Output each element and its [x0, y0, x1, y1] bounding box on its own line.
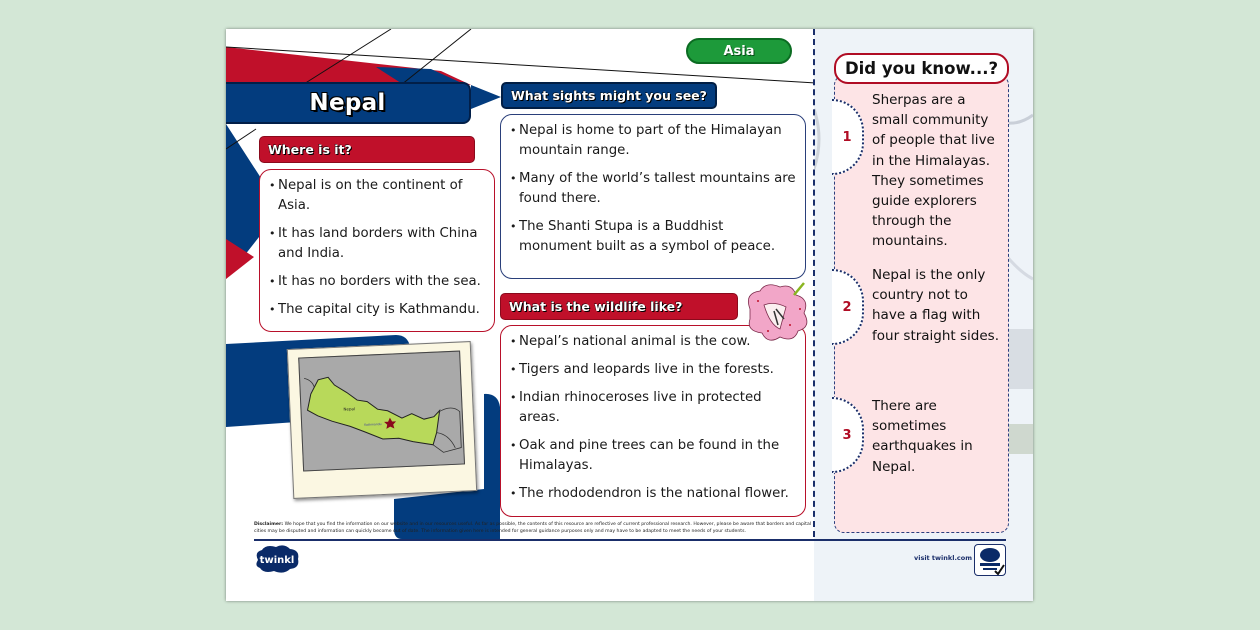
nepal-map [298, 351, 465, 472]
fact-number: 1 [832, 99, 864, 175]
sights-box [500, 114, 806, 279]
where-heading: Where is it? [259, 136, 475, 163]
disclaimer-text: We hope that you find the information on our website and in our resources useful. As far as possible, the contents of this resource are reflective of current professional research. However, please be aware that borders and capital cities may be disputed and information can quickly become out of date. The information given here is intended for general guidance purposes only and may have to be adapted to meet the needs of your students. [254, 522, 812, 534]
fact-text: Nepal is the only country not to have a flag with four straight sides. [872, 267, 1000, 344]
list-item: • Nepal’s national animal is the cow. [511, 332, 797, 352]
fact-text: There are sometimes earthquakes in Nepal. [872, 398, 973, 475]
list-item: • Nepal is on the continent of Asia. [270, 176, 486, 216]
visit-twinkl-link[interactable]: visit twinkl.com [914, 554, 973, 562]
page-title: Nepal [309, 90, 386, 116]
disclaimer [254, 521, 818, 535]
wildlife-heading: What is the wildlife like? [500, 293, 738, 320]
where-box [259, 169, 495, 332]
map-photo [287, 341, 477, 499]
fact-number: 2 [832, 269, 864, 345]
list-item: • Many of the world’s tallest mountains are found there. [511, 169, 797, 209]
map-capital-label: Kathmandu [364, 422, 382, 427]
fact-text: Sherpas are a small community of people that live in the Himalayas. They sometimes guide explorers through the mountains. [872, 92, 995, 250]
list-item: • Tigers and leopards live in the forests. [511, 360, 797, 380]
sights-list [511, 121, 797, 257]
panel-divider [813, 29, 815, 537]
list-item: • Indian rhinoceroses live in protected areas. [511, 388, 797, 428]
list-item: • The capital city is Kathmandu. [270, 300, 486, 320]
wildlife-box [500, 325, 806, 517]
list-item: • Nepal is home to part of the Himalayan mountain range. [511, 121, 797, 161]
footer-divider [254, 539, 1006, 541]
quality-badge-icon [974, 544, 1006, 576]
fact-number: 3 [832, 397, 864, 473]
list-item: • It has no borders with the sea. [270, 272, 486, 292]
map-country-label: Nepal [343, 406, 356, 412]
list-item: • The rhododendron is the national flower. [511, 484, 797, 504]
twinkl-logo-icon[interactable] [254, 544, 300, 574]
list-item: • It has land borders with China and India. [270, 224, 486, 264]
page-title-banner [226, 82, 471, 124]
list-item: • Oak and pine trees can be found in the Himalayas. [511, 436, 797, 476]
nepal-outline-icon [299, 351, 465, 471]
where-list [270, 176, 486, 320]
sights-heading: What sights might you see? [501, 82, 717, 109]
continent-badge: Asia [686, 38, 792, 64]
rhododendron-flower-icon [740, 279, 814, 345]
did-you-know-heading: Did you know...? [834, 53, 1009, 84]
worksheet-page [226, 29, 1033, 601]
wildlife-list [511, 332, 797, 504]
disclaimer-label: Disclaimer: [254, 522, 284, 527]
list-item: • The Shanti Stupa is a Buddhist monument built as a symbol of peace. [511, 217, 797, 257]
logo-text: twinkl [259, 555, 295, 566]
